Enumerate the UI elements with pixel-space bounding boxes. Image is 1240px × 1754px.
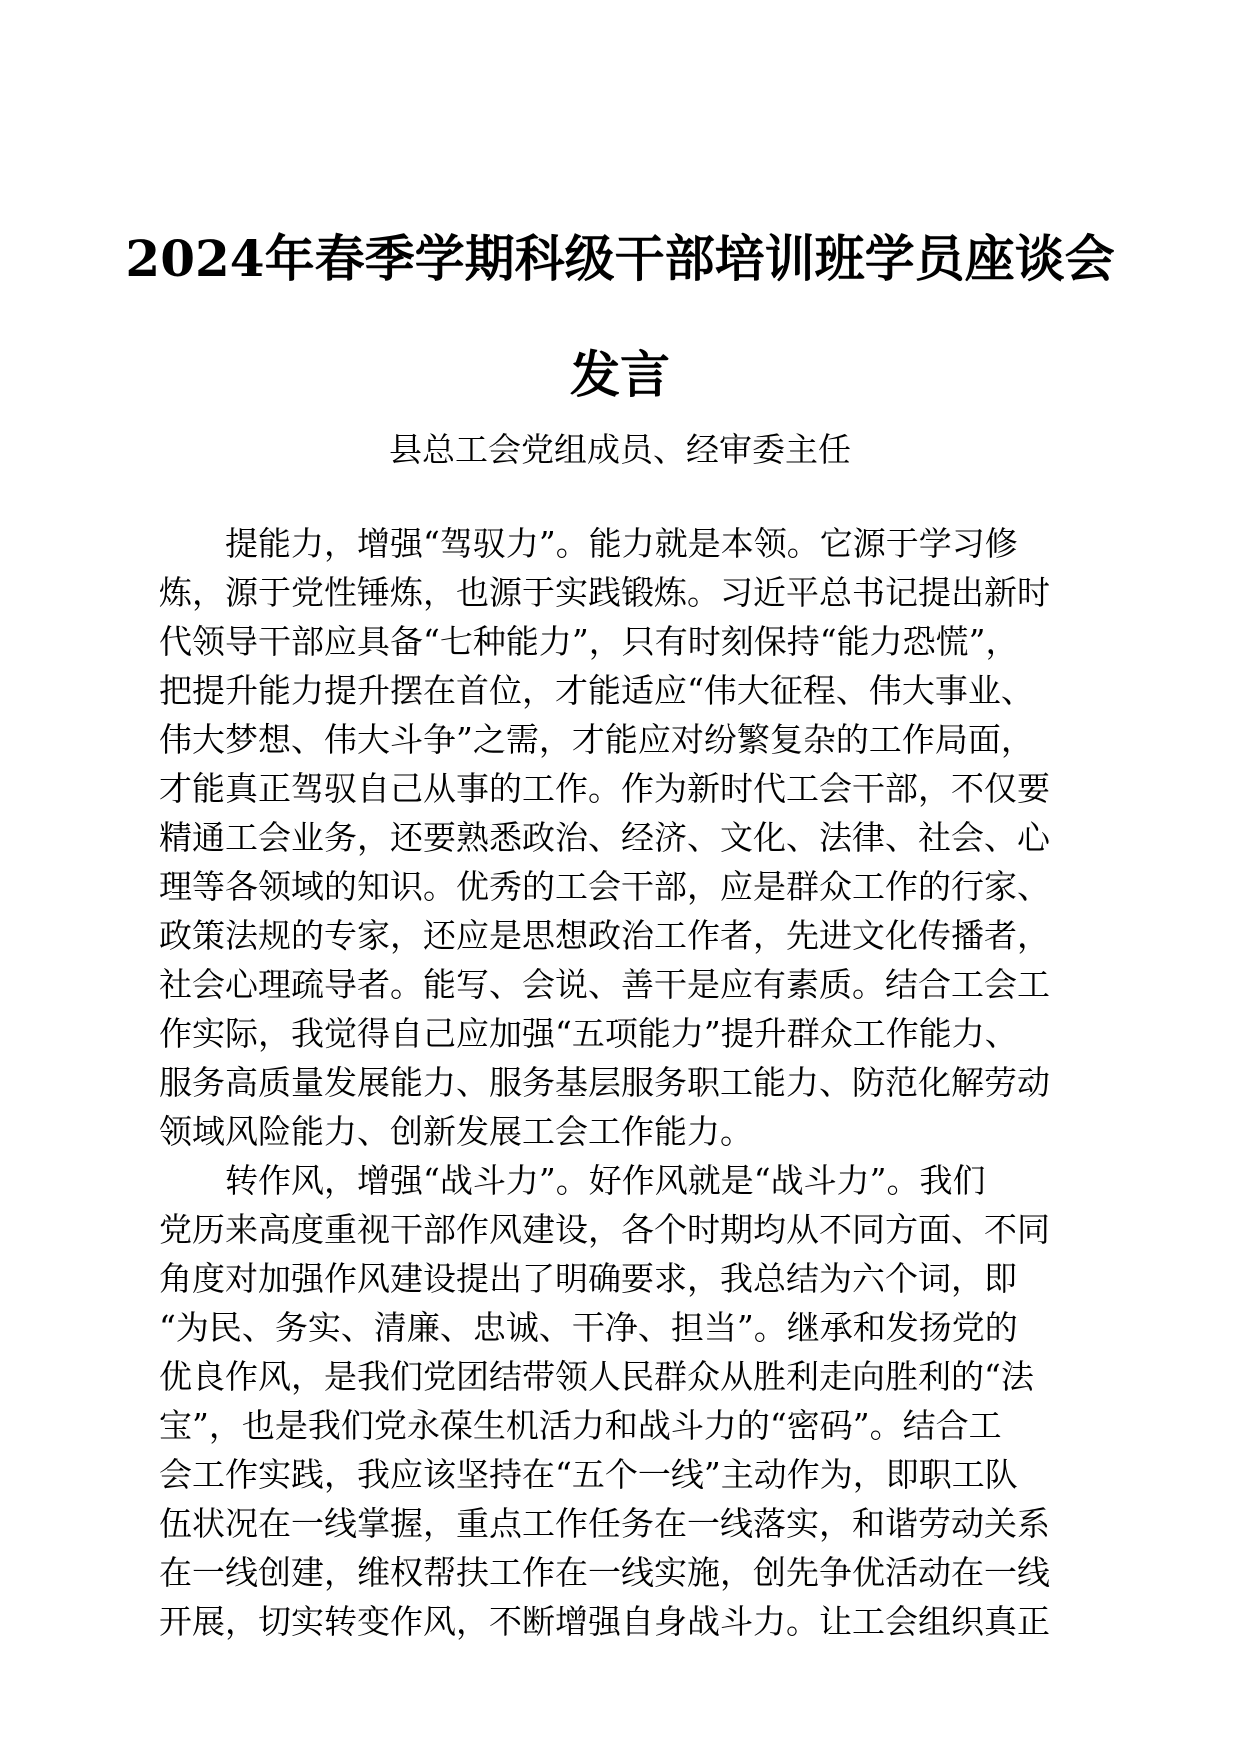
body-line: 会工作实践，我应该坚持在“五个一线”主动作为，即职工队 xyxy=(159,1455,1018,1494)
body-line: 开展，切实转变作风，不断增强自身战斗力。让工会组织真正 xyxy=(159,1602,1050,1641)
body-line: 党历来高度重视干部作风建设，各个时期均从不同方面、不同 xyxy=(159,1210,1050,1249)
body-line: 领域风险能力、创新发展工会工作能力。 xyxy=(159,1112,753,1151)
body-line: 才能真正驾驭自己从事的工作。作为新时代工会干部，不仅要 xyxy=(159,769,1050,808)
body-line: 转作风，增强“战斗力”。好作风就是“战斗力”。我们 xyxy=(225,1161,986,1200)
body-line: “为民、务实、清廉、忠诚、干净、担当”。继承和发扬党的 xyxy=(159,1308,1018,1347)
body-line: 精通工会业务，还要熟悉政治、经济、文化、法律、社会、心 xyxy=(159,818,1050,857)
body-line: 把提升能力提升摆在首位，才能适应“伟大征程、伟大事业、 xyxy=(159,671,1034,710)
body-line: 角度对加强作风建设提出了明确要求，我总结为六个词，即 xyxy=(159,1259,1017,1298)
body-line: 炼，源于党性锤炼，也源于实践锻炼。习近平总书记提出新时 xyxy=(159,573,1050,612)
body-line: 理等各领域的知识。优秀的工会干部，应是群众工作的行家、 xyxy=(159,867,1050,906)
document-title-line-1: 2024年春季学期科级干部培训班学员座谈会 xyxy=(125,229,1115,288)
body-line: 作实际，我觉得自己应加强“五项能力”提升群众工作能力、 xyxy=(159,1014,1018,1053)
body-line: 优良作风，是我们党团结带领人民群众从胜利走向胜利的“法 xyxy=(159,1357,1034,1396)
body-line: 提能力，增强“驾驭力”。能力就是本领。它源于学习修 xyxy=(225,524,1018,563)
document-title-line-2: 发言 xyxy=(570,345,670,404)
body-line: 在一线创建，维权帮扶工作在一线实施，创先争优活动在一线 xyxy=(159,1553,1050,1592)
body-line: 伟大梦想、伟大斗争”之需，才能应对纷繁复杂的工作局面， xyxy=(159,720,1034,759)
body-line: 伍状况在一线掌握，重点工作任务在一线落实，和谐劳动关系 xyxy=(159,1504,1050,1543)
body-line: 宝”，也是我们党永葆生机活力和战斗力的“密码”。结合工 xyxy=(159,1406,1002,1445)
body-line: 社会心理疏导者。能写、会说、善干是应有素质。结合工会工 xyxy=(159,965,1050,1004)
body-line: 代领导干部应具备“七种能力”，只有时刻保持“能力恐慌”， xyxy=(159,622,1019,661)
body-line: 政策法规的专家，还应是思想政治工作者，先进文化传播者， xyxy=(159,916,1050,955)
body-line: 服务高质量发展能力、服务基层服务职工能力、防范化解劳动 xyxy=(159,1063,1050,1102)
speaker-affiliation: 县总工会党组成员、经审委主任 xyxy=(389,430,851,469)
